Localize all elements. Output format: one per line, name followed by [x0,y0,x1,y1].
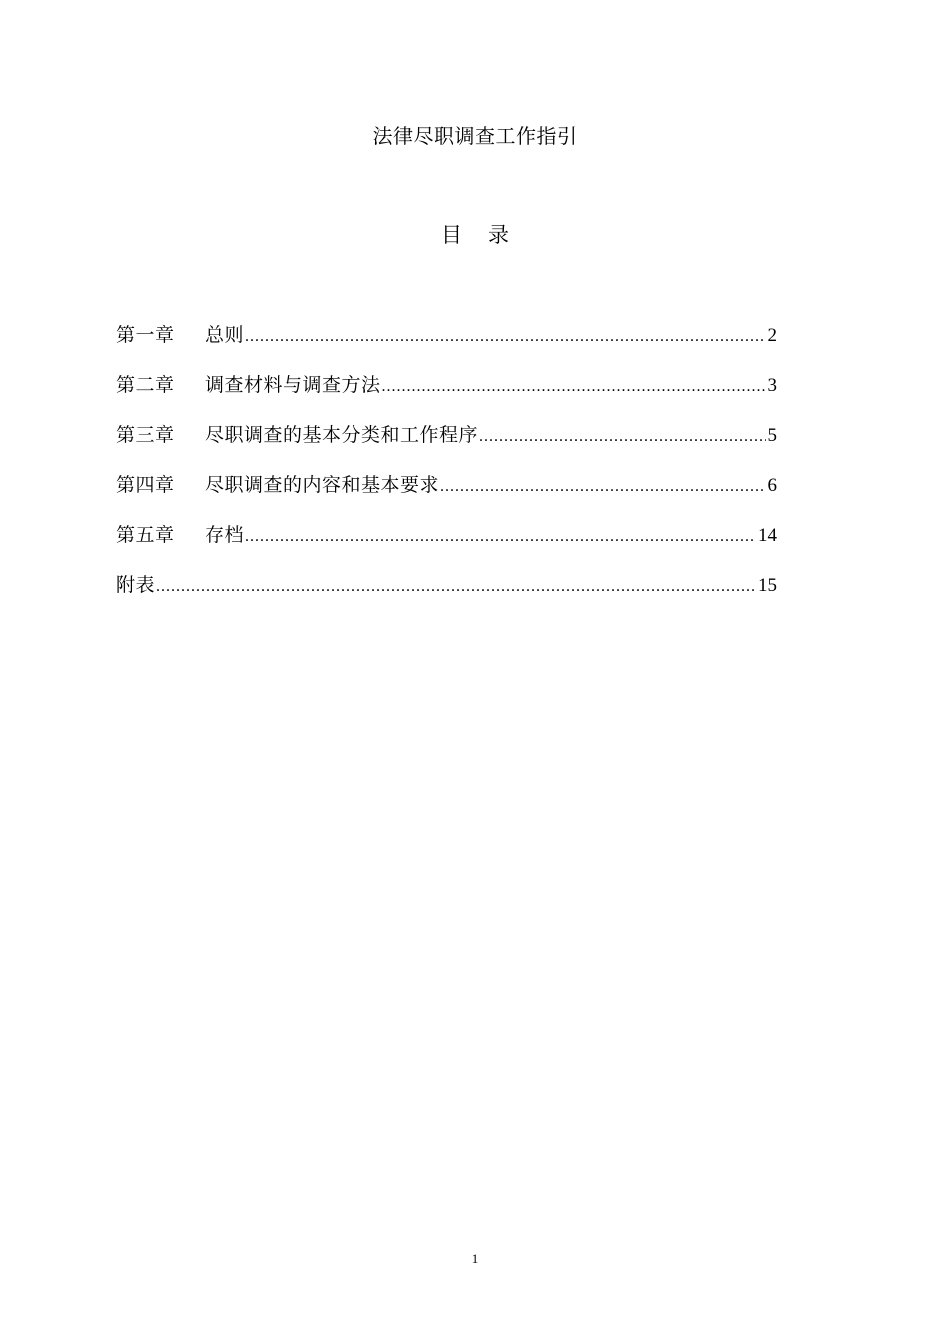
toc-entry-title: 总则 [205,324,245,346]
toc-chapter-label: 第四章 [116,474,175,496]
toc-entry-title: 调查材料与调查方法 [205,374,381,396]
toc-entry-title: 尽职调查的内容和基本要求 [205,474,440,496]
toc-entry-appendix[interactable] [116,570,777,620]
toc-dot-leader [156,572,756,602]
toc-page-number: 6 [767,475,777,496]
toc-dot-leader [382,372,766,402]
toc-dot-leader [245,522,756,552]
toc-entry-chapter-3[interactable] [116,420,777,470]
toc-heading: 目录 [441,223,535,247]
toc-page-number: 3 [767,375,777,396]
toc-entry-chapter-2[interactable] [116,370,777,420]
toc-entry-title: 附表 [116,574,156,596]
toc-page-number: 14 [758,525,777,546]
toc-chapter-label: 第二章 [116,374,175,396]
document-title: 法律尽职调查工作指引 [372,124,578,148]
toc-dot-leader [245,322,765,352]
toc-entry-title: 存档 [205,524,245,546]
toc-page-number: 2 [767,325,777,346]
table-of-contents [116,320,777,620]
toc-chapter-label: 第一章 [116,324,175,346]
toc-entry-chapter-4[interactable] [116,470,777,520]
toc-dot-leader [440,472,765,502]
toc-chapter-label: 第五章 [116,524,175,546]
page-footer-number: 1 [471,1251,479,1266]
toc-page-number: 5 [767,425,777,446]
toc-entry-chapter-1[interactable] [116,320,777,370]
toc-dot-leader [479,422,765,452]
toc-page-number: 15 [758,575,777,596]
toc-chapter-label: 第三章 [116,424,175,446]
toc-entry-title: 尽职调查的基本分类和工作程序 [205,424,479,446]
toc-entry-chapter-5[interactable] [116,520,777,570]
